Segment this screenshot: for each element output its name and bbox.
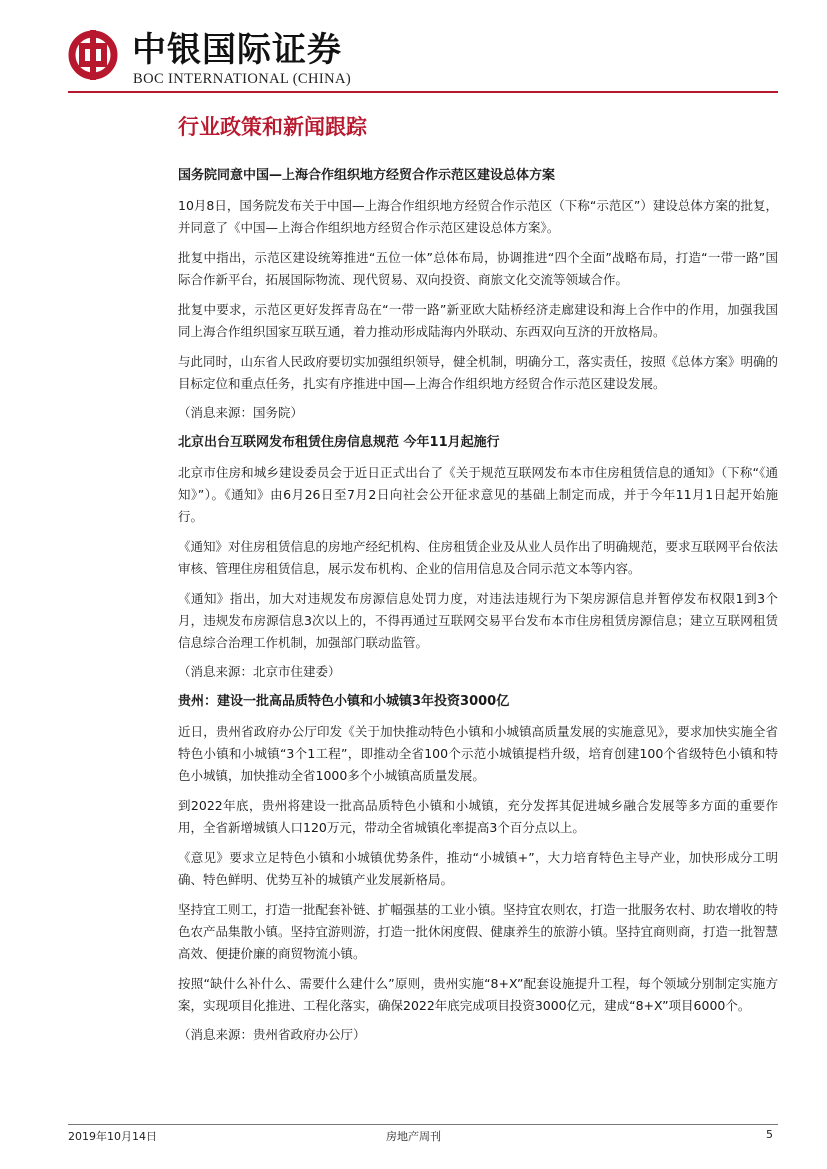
- article-paragraph: 到2022年底，贵州将建设一批高品质特色小镇和小城镇，充分发挥其促进城乡融合发展等多方面的重要作用，全省新增城镇人口120万元，带动全省城镇化率提高3个百分点以上。: [178, 798, 778, 835]
- article-heading: 贵州：建设一批高品质特色小镇和小城镇3年投资3000亿: [178, 694, 510, 709]
- footer-publication-title: 房地产周刊: [386, 1130, 441, 1143]
- article-paragraph: 批复中指出，示范区建设统筹推进“五位一体”总体布局，协调推进“四个全面”战略布局，打造“一带一路”国际合作新平台，拓展国际物流、现代贸易、双向投资、商旅文化交流等领域合作。: [178, 250, 778, 287]
- article-paragraph: 10月8日，国务院发布关于中国—上海合作组织地方经贸合作示范区（下称“示范区”）建设总体方案的批复，并同意了《中国—上海合作组织地方经贸合作示范区建设总体方案》。: [178, 198, 778, 235]
- article-3: [178, 692, 778, 1045]
- main-content: [178, 112, 778, 1055]
- section-title: 行业政策和新闻跟踪: [178, 115, 367, 139]
- article-paragraph: 《通知》指出，加大对违规发布房源信息处罚力度，对违法违规行为下架房源信息并暂停发布权限1到3个月，违规发布房源信息3次以上的，不得再通过互联网交易平台发布本市住房租赁房源信息；建立互联网租赁信息综合治理工作机制，加强部门联动监管。: [178, 591, 778, 650]
- news-source: （消息来源：北京市住建委）: [178, 664, 341, 679]
- article-2: [178, 433, 778, 682]
- article-paragraph: 坚持宜工则工，打造一批配套补链、扩幅强基的工业小镇。坚持宜农则农，打造一批服务农村、助农增收的特色农产品集散小镇。坚持宜游则游，打造一批休闲度假、健康养生的旅游小镇。坚持宜商则商，打造一批智慧高效、便捷价廉的商贸物流小镇。: [178, 902, 779, 961]
- article-paragraph: 与此同时，山东省人民政府要切实加强组织领导，健全机制，明确分工，落实责任，按照《总体方案》明确的目标定位和重点任务，扎实有序推进中国—上海合作组织地方经贸合作示范区建设发展。: [178, 354, 779, 391]
- article-paragraph: 北京市住房和城乡建设委员会于近日正式出台了《关于规范互联网发布本市住房租赁信息的通知》（下称“《通知》”）。《通知》由6月26日至7月2日向社会公开征求意见的基础上制定而成，并于今年11月1日起开始施行。: [178, 465, 778, 524]
- brand-name-en: BOC INTERNATIONAL (CHINA): [133, 71, 352, 87]
- article-paragraph: 按照“缺什么补什么、需要什么建什么”原则，贵州实施“8+X”配套设施提升工程，每个领域分别制定实施方案，实现项目化推进、工程化落实，确保2022年底完成项目投资3000亿元，建成“8+X”项目6000个。: [178, 976, 778, 1013]
- article-heading: 国务院同意中国—上海合作组织地方经贸合作示范区建设总体方案: [178, 168, 556, 183]
- boc-logo-icon: [68, 30, 118, 80]
- page-header: [0, 0, 827, 100]
- article-paragraph: 《通知》对住房租赁信息的房地产经纪机构、住房租赁企业及从业人员作出了明确规范，要求互联网平台依法审核、管理住房租赁信息，展示发布机构、企业的信用信息及合同示范文本等内容。: [178, 539, 779, 576]
- footer-date: 2019年10月14日: [68, 1130, 157, 1143]
- footer-divider: [68, 1124, 778, 1125]
- article-paragraph: 《意见》要求立足特色小镇和小城镇优势条件，推动“小城镇+”，大力培育特色主导产业，加快形成分工明确、特色鲜明、优势互补的城镇产业发展新格局。: [178, 850, 778, 887]
- article-heading: 北京出台互联网发布租赁住房信息规范 今年11月起施行: [178, 435, 500, 450]
- article-paragraph: 近日，贵州省政府办公厅印发《关于加快推动特色小镇和小城镇高质量发展的实施意见》，要求加快实施全省特色小镇和小城镇“3个1工程”，即推动全省100个示范小城镇提档升级，培育创建100个省级特色小镇和特色小城镇，加快推动全省1000多个小城镇高质量发展。: [178, 724, 778, 783]
- article-1: [178, 166, 778, 423]
- page-number: 5: [766, 1128, 773, 1141]
- news-source: （消息来源：国务院）: [178, 405, 304, 420]
- article-paragraph: 批复中要求，示范区更好发挥青岛在“一带一路”新亚欧大陆桥经济走廊建设和海上合作中的作用，加强我国同上海合作组织国家互联互通，着力推动形成陆海内外联动、东西双向互济的开放格局。: [178, 302, 778, 339]
- header-divider: [68, 91, 778, 93]
- brand-name-cn: 中银国际证券: [132, 30, 342, 70]
- news-source: （消息来源：贵州省政府办公厅）: [178, 1027, 366, 1042]
